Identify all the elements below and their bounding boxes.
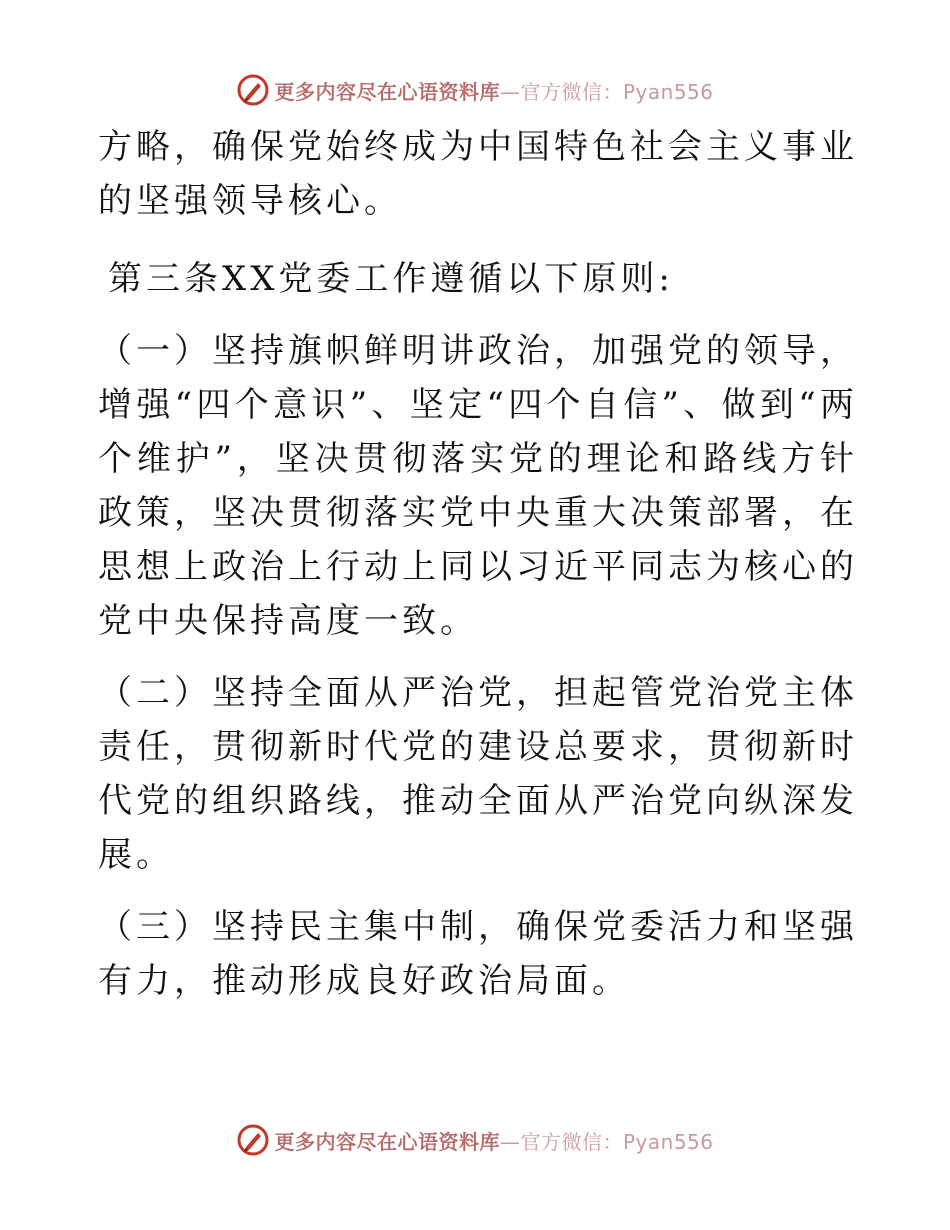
principle-item-2: （二）坚持全面从严治党，担起管党治党主体责任，贯彻新时代党的建设总要求，贯彻新时代党的组织路线，推动全面从严治党向纵深发展。 [98, 673, 858, 875]
pen-logo-icon [236, 73, 270, 107]
watermark-site: 更多内容尽在心语资料库 [274, 79, 500, 104]
footer-watermark [0, 1120, 950, 1160]
watermark-text [274, 76, 713, 105]
paragraph-continuation: 方略，确保党始终成为中国特色社会主义事业的坚强领导核心。 [98, 127, 858, 221]
principle-item-1: （一）坚持旗帜鲜明讲政治，加强党的领导，增强“四个意识”、坚定“四个自信”、做到“两个维护”，坚决贯彻落实党的理论和路线方针政策，坚决贯彻落实党中央重大决策部署，在思想上政治上行动上同以习近平同志为核心的党中央保持高度一致。 [98, 331, 858, 641]
watermark-site: 更多内容尽在心语资料库 [274, 1129, 500, 1154]
watermark-text [274, 1126, 713, 1155]
document-body [98, 120, 858, 1008]
watermark-dash: — [499, 79, 521, 104]
watermark-official: 官方微信： [520, 79, 623, 104]
watermark-wechat-id: Pyan556 [622, 1129, 714, 1154]
principle-item-3: （三）坚持民主集中制，确保党委活力和坚强有力，推动形成良好政治局面。 [98, 907, 858, 1001]
watermark-wechat-id: Pyan556 [622, 79, 714, 104]
watermark-dash: — [499, 1129, 521, 1154]
article-heading: 第三条XX党委工作遵循以下原则: [108, 259, 674, 299]
pen-logo-icon [236, 1123, 270, 1157]
watermark-official: 官方微信： [520, 1129, 623, 1154]
header-watermark [0, 70, 950, 110]
